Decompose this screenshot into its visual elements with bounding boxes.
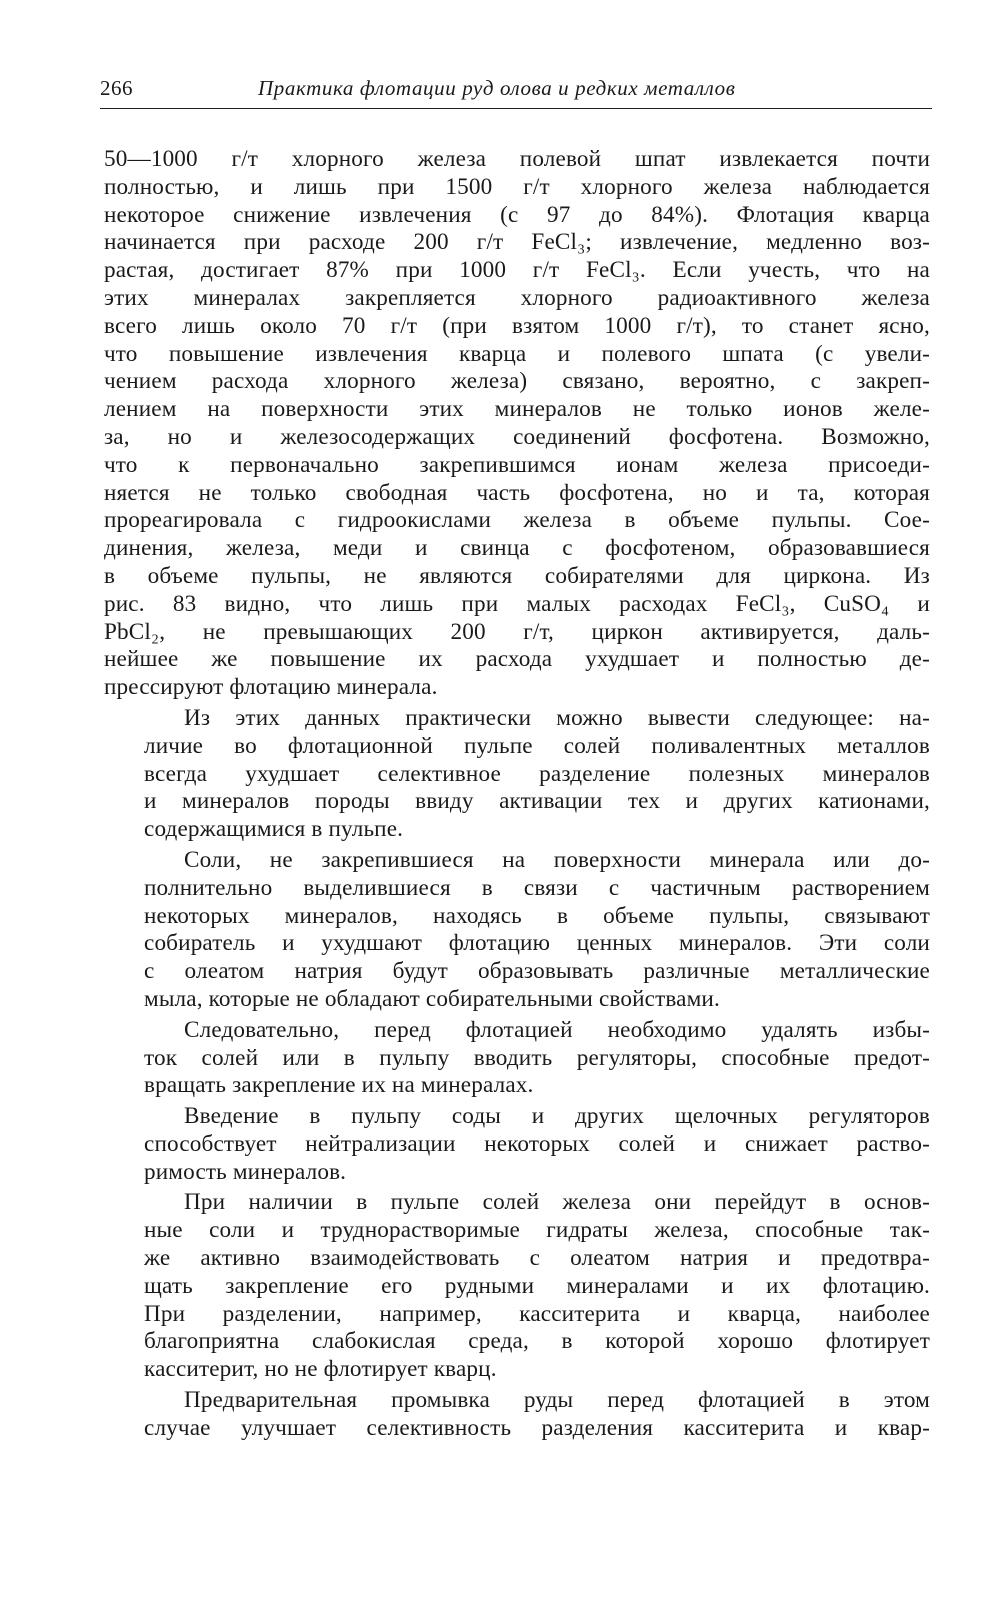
- text-line: же активно взаимодействовать с олеатом натрия и предотвра-: [144, 1245, 930, 1272]
- text-line: полнительно выделившиеся в связи с частичным растворением: [144, 874, 930, 901]
- text-line: чением расхода хлорного железа) связано, вероятно, с закреп-: [104, 368, 930, 395]
- text-line: прессируют флотацию минерала.: [104, 674, 438, 701]
- paragraph: [104, 1387, 930, 1443]
- running-title: Практика флотации руд олова и редких металлов: [258, 76, 736, 100]
- text-line: содержащимися в пульпе.: [144, 816, 404, 843]
- text-line: При наличии в пульпе солей железа они перейдут в основ-: [184, 1189, 930, 1216]
- text-line: щать закрепление его рудными минералами и их флотацию.: [144, 1272, 930, 1299]
- text-line: всего лишь около 70 г/т (при взятом 1000 г/т), то станет ясно,: [104, 312, 930, 339]
- text-line: динения, железа, меди и свинца с фосфотеном, образовавшиеся: [104, 535, 930, 562]
- text-line: и минералов породы ввиду активации тех и других катионами,: [144, 788, 930, 815]
- text-line: При разделении, например, касситерита и кварца, наиболее: [144, 1300, 930, 1327]
- paragraph: [104, 1017, 930, 1100]
- running-header: [100, 74, 932, 109]
- text-line: римость минералов.: [144, 1158, 347, 1185]
- text-line: прореагировала с гидроокислами железа в объеме пульпы. Сое-: [104, 507, 930, 534]
- text-line: некоторое снижение извлечения (с 97 до 84%). Флотация кварца: [104, 201, 930, 228]
- body-text: [104, 146, 930, 1446]
- page-number: 266: [100, 76, 133, 100]
- text-line: вращать закрепление их на минералах.: [144, 1072, 534, 1099]
- text-line: мыла, которые не обладают собирательными свойствами.: [144, 985, 720, 1012]
- text-line: Из этих данных практически можно вывести следующее: на-: [184, 704, 930, 731]
- paragraph: [104, 847, 930, 1014]
- text-line: начинается при расходе 200 г/т FeCl₃; извлечение, медленно воз-: [104, 229, 930, 256]
- text-line: няется не только свободная часть фосфотена, но и та, которая: [104, 479, 930, 506]
- text-line: рис. 83 видно, что лишь при малых расходах FeCl₃, CuSO₄ и: [104, 590, 930, 617]
- text-line: Введение в пульпу соды и других щелочных регуляторов: [184, 1103, 930, 1130]
- text-line: полностью, и лишь при 1500 г/т хлорного железа наблюдается: [104, 173, 930, 200]
- text-line: нейшее же повышение их расхода ухудшает и полностью де-: [104, 646, 930, 673]
- text-line: благоприятна слабокислая среда, в которой хорошо флотирует: [144, 1328, 930, 1355]
- text-line: лением на поверхности этих минералов не только ионов желе-: [104, 396, 930, 423]
- text-line: 50—1000 г/т хлорного железа полевой шпат извлекается почти: [104, 146, 930, 172]
- text-line: личие во флотационной пульпе солей поливалентных металлов: [144, 732, 930, 759]
- text-line: касситерит, но не флотирует кварц.: [144, 1356, 497, 1383]
- paragraph: [104, 1103, 930, 1186]
- text-line: некоторых минералов, находясь в объеме пульпы, связывают: [144, 902, 930, 929]
- text-line: этих минералах закрепляется хлорного радиоактивного железа: [104, 284, 930, 311]
- text-line: что повышение извлечения кварца и полевого шпата (с увели-: [104, 340, 930, 367]
- text-line: за, но и железосодержащих соединений фосфотена. Возможно,: [104, 423, 930, 450]
- paragraph: [104, 1189, 930, 1384]
- text-line: что к первоначально закрепившимся ионам железа присоеди-: [104, 451, 930, 478]
- text-line: PbCl₂, не превышающих 200 г/т, циркон активируется, даль-: [104, 618, 930, 645]
- paragraph: [104, 146, 930, 702]
- paragraph: [104, 705, 930, 844]
- text-line: в объеме пульпы, не являются собирателями для циркона. Из: [104, 562, 930, 589]
- text-line: всегда ухудшает селективное разделение полезных минералов: [144, 760, 930, 787]
- text-line: случае улучшает селективность разделения касситерита и квар-: [144, 1414, 930, 1441]
- text-line: Соли, не закрепившиеся на поверхности минерала или до-: [184, 846, 930, 873]
- text-line: ные соли и труднорастворимые гидраты железа, способные так-: [144, 1217, 930, 1244]
- text-line: ток солей или в пульпу вводить регуляторы, способные предот-: [144, 1044, 930, 1071]
- text-line: способствует нейтрализации некоторых солей и снижает раство-: [144, 1130, 930, 1157]
- text-line: растая, достигает 87% при 1000 г/т FeCl₃. Если учесть, что на: [104, 257, 930, 284]
- text-line: Предварительная промывка руды перед флотацией в этом: [184, 1387, 930, 1414]
- text-line: Следовательно, перед флотацией необходимо удалять избы-: [184, 1016, 930, 1043]
- text-line: собиратель и ухудшают флотацию ценных минералов. Эти соли: [144, 930, 930, 957]
- text-line: с олеатом натрия будут образовывать различные металлические: [144, 958, 930, 985]
